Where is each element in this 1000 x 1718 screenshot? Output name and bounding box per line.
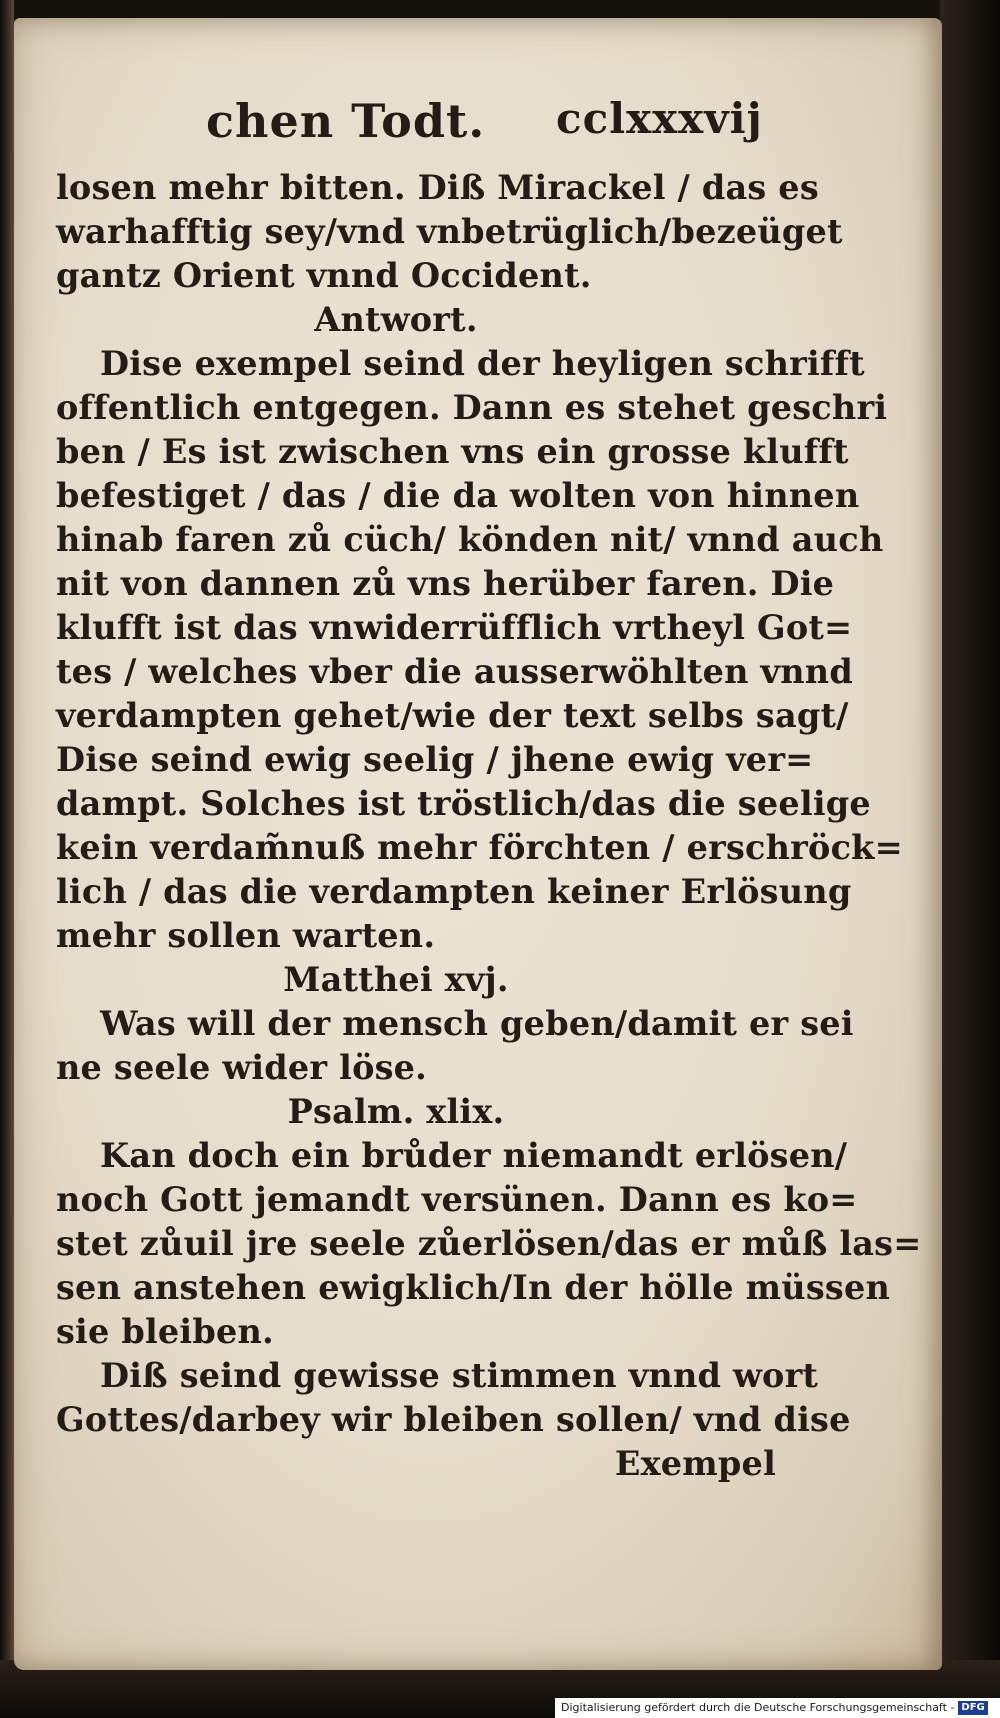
text-line-3: gantz Orient vnnd Occident.: [56, 256, 592, 295]
text-line-9: hinab faren zů cüch/ könden nit/ vnnd auch: [56, 520, 884, 559]
text-line-25: stet zůuil jre seele zůerlösen/das er můß las=: [56, 1224, 922, 1263]
text-line-20: Was will der mensch geben/damit er sei: [100, 1004, 854, 1043]
text-line-21: ne seele wider löse.: [56, 1048, 428, 1087]
text-line-17: lich / das die verdampten keiner Erlösung: [56, 872, 852, 911]
section-heading-psalm: Psalm. xlix.: [287, 1092, 505, 1131]
book-edge-left: [0, 0, 14, 1718]
text-line-7: ben / Es ist zwischen vns ein grosse klufft: [56, 432, 849, 471]
text-line-29: Gottes/darbey wir bleiben sollen/ vnd dise: [56, 1400, 851, 1439]
section-heading-antwort: Antwort.: [314, 300, 478, 339]
text-block: [56, 94, 922, 1486]
section-heading-matthei: Matthei xvj.: [283, 960, 509, 999]
text-line-27: sie bleiben.: [56, 1312, 274, 1351]
book-edge-right: [940, 0, 1000, 1718]
text-line-11: klufft ist das vnwiderrüfflich vrtheyl Got=: [56, 608, 853, 647]
text-line-23: Kan doch ein brůder niemandt erlösen/: [100, 1136, 848, 1175]
folio-number: cclxxxvij: [556, 94, 763, 143]
text-line-5: Dise exempel seind der heyligen schrifft: [100, 344, 865, 383]
text-line-15: dampt. Solches ist tröstlich/das die seelige: [56, 784, 871, 823]
text-line-16: kein verdam̃nuß mehr förchten / erschröck=: [56, 828, 903, 867]
text-line-13: verdampten gehet/wie der text selbs sagt/: [56, 696, 849, 735]
digitization-credit: Digitalisierung gefördert durch die Deutsche Forschungsgemeinschaft -: [561, 1701, 955, 1714]
text-line-28: Diß seind gewisse stimmen vnnd wort: [100, 1356, 819, 1395]
text-line-26: sen anstehen ewigklich/In der hölle müssen: [56, 1268, 891, 1307]
text-line-1: losen mehr bitten. Diß Mirackel / das es: [56, 168, 819, 207]
book-page: [14, 18, 942, 1670]
text-line-6: offentlich entgegen. Dann es stehet geschri: [56, 388, 888, 427]
text-line-2: warhafftig sey/vnd vnbetrüglich/bezeüget: [56, 212, 843, 251]
running-head: [56, 94, 776, 166]
text-line-14: Dise seind ewig seelig / jhene ewig ver=: [56, 740, 814, 779]
running-title: chen Todt.: [206, 94, 486, 148]
text-line-8: befestiget / das / die da wolten von hinnen: [56, 476, 860, 515]
text-line-10: nit von dannen zů vns herüber faren. Die: [56, 564, 835, 603]
text-line-24: noch Gott jemandt versünen. Dann es ko=: [56, 1180, 858, 1219]
text-line-12: tes / welches vber die ausserwöhlten vnnd: [56, 652, 853, 691]
text-line-18: mehr sollen warten.: [56, 916, 436, 955]
catchword: Exempel: [614, 1444, 776, 1483]
digitization-credit-bar: [555, 1698, 1000, 1718]
dfg-logo: DFG: [958, 1701, 987, 1715]
